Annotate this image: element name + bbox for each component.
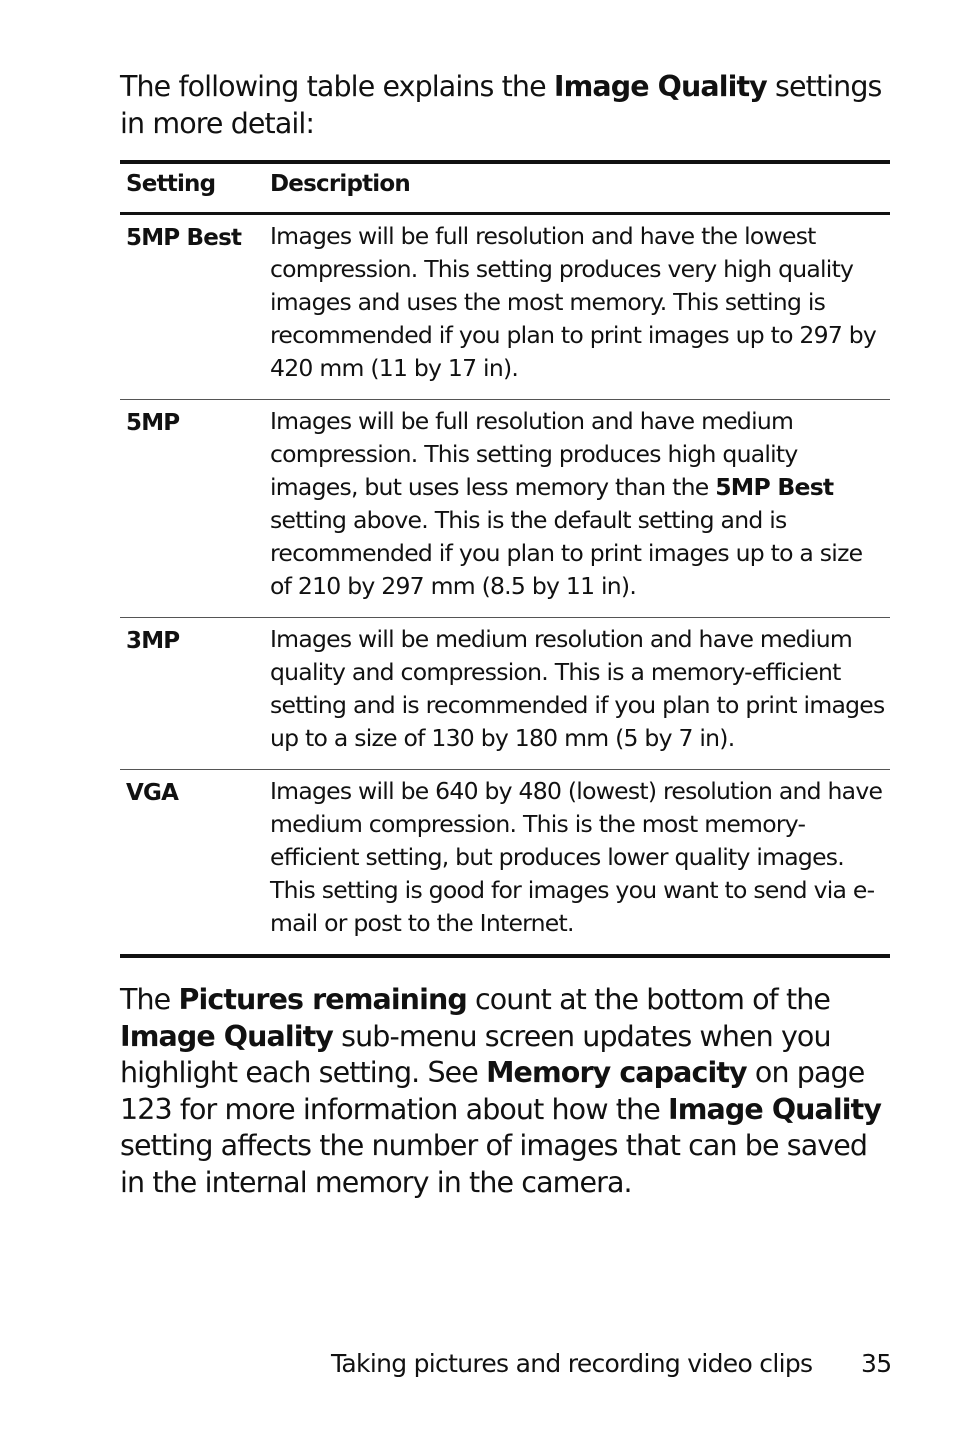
pictures-remaining-term: Pictures remaining [178,983,467,1016]
page-number: 35 [861,1349,892,1378]
setting-name: 5MP [126,410,180,436]
header-description: Description [270,171,410,197]
description-text-end: setting above. This is the default setting and is recommended if you plan to print images up to a size of 210 by 297 mm (8.5 by 11 in). [270,506,863,600]
outro-text: The [120,983,179,1016]
table-row [120,770,890,954]
intro-paragraph [120,68,890,142]
intro-text-end: settings in more detail: [120,70,882,140]
description-text: Images will be full resolution and have medium compression. This setting produces high quality images, but uses less memory than the [270,407,798,501]
memory-capacity-term: Memory capacity [486,1056,747,1089]
outro-text: setting affects the number of images that can be saved in the internal memory in the camera. [120,1129,868,1199]
image-quality-term: Image Quality [668,1092,882,1126]
table-header [120,164,890,215]
setting-description: Images will be full resolution and have the lowest compression. This setting produces very high quality images and uses the most memory. This setting is recommended if you plan to print images up to 297 by 420 mm (11 by 17 in). [270,222,877,382]
table-row [120,215,890,400]
setting-name: 5MP Best [126,225,242,251]
setting-description: Images will be medium resolution and have medium quality and compression. This is a memory-efficient setting and is recommended if you plan to print images up to a size of 130 by 180 mm (5 by 7 in). [270,625,885,752]
outro-text: count at the bottom of the [466,983,831,1016]
setting-name: 3MP [126,628,180,654]
footer-chapter-title: Taking pictures and recording video clips [331,1349,813,1378]
intro-text: The following table explains the [120,70,554,103]
setting-name: VGA [126,780,179,806]
page-footer [0,1349,954,1383]
table-row [120,618,890,770]
image-quality-term: Image Quality [120,1019,333,1053]
image-quality-table [120,160,890,958]
intro-bold-term: Image Quality [553,70,767,103]
table-row [120,400,890,618]
outro-paragraph [120,982,890,1201]
description-bold-term: 5MP Best [715,473,834,501]
header-setting: Setting [126,171,216,197]
setting-description: Images will be 640 by 480 (lowest) resolution and have medium compression. This is the most memory-efficient setting, but produces lower quality images. This setting is good for images you want to send via e-mail or post to the Internet. [270,777,883,937]
outro-text: sub-menu screen updates when you highlight each setting. See [120,1019,831,1089]
setting-description [270,400,890,617]
outro-text: on page 123 for more information about how the [120,1056,865,1126]
